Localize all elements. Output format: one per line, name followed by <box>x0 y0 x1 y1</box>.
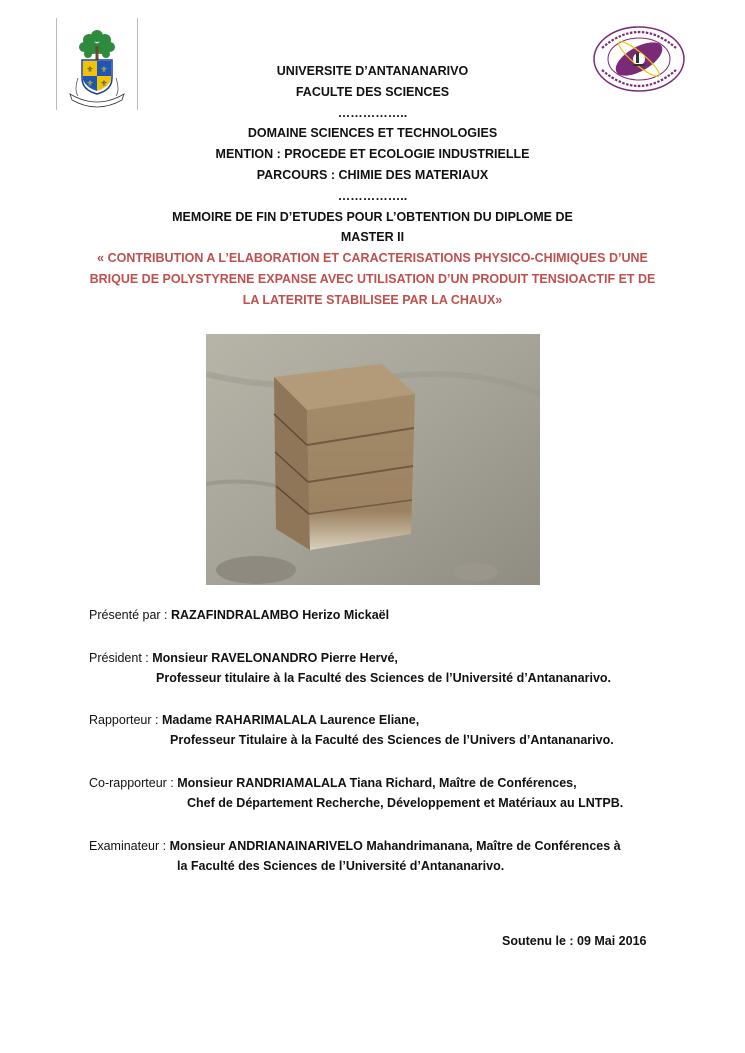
university-name: UNIVERSITE D’ANTANANARIVO <box>276 64 469 78</box>
presented-label: Présenté par : <box>89 608 171 622</box>
document-header <box>0 61 745 311</box>
rapporteur-name: Madame RAHARIMALALA Laurence Eliane, <box>161 713 420 727</box>
mention: MENTION : PROCEDE ET ECOLOGIE INDUSTRIELLE <box>215 147 530 162</box>
brick-photo <box>206 334 540 585</box>
author-name: RAZAFINDRALAMBO Herizo Mickaël <box>171 608 390 622</box>
rapporteur-block <box>89 710 614 750</box>
rapporteur-label: Rapporteur : <box>89 713 162 727</box>
corapporteur-block <box>89 773 623 813</box>
rapporteur-title: Professeur Titulaire à la Faculté des Sciences de l’Univers d’Antananarivo. <box>170 733 614 747</box>
presented-by <box>89 605 389 625</box>
president-block <box>89 648 611 688</box>
svg-text:⚜: ⚜ <box>100 79 108 88</box>
thesis-title-line: BRIQUE DE POLYSTYRENE EXPANSE AVEC UTILISATION D’UN PRODUIT TENSIOACTIF ET DE <box>89 271 656 286</box>
faculty-name: FACULTE DES SCIENCES <box>295 84 450 99</box>
svg-text:⚜: ⚜ <box>100 65 108 74</box>
thesis-title-line: « CONTRIBUTION A L’ELABORATION ET CARACTERISATIONS PHYSICO-CHIMIQUES D’UNE <box>97 251 648 266</box>
examinateur-block <box>89 836 621 876</box>
president-label: Président : <box>89 651 153 665</box>
separator: …………….. <box>337 188 408 203</box>
defense-date: Soutenu le : 09 Mai 2016 <box>502 934 647 948</box>
thesis-title-line: LA LATERITE STABILISEE PAR LA CHAUX» <box>242 292 503 307</box>
degree: MASTER II <box>340 230 405 245</box>
corapporteur-name: Monsieur RANDRIAMALALA Tiana Richard, Maître de Conférences, <box>177 776 577 790</box>
parcours: PARCOURS : CHIMIE DES MATERIAUX <box>256 167 489 182</box>
corapporteur-title: Chef de Département Recherche, Développement et Matériaux au LNTPB. <box>187 796 624 810</box>
president-title: Professeur titulaire à la Faculté des Sciences de l’Université d’Antananarivo. <box>156 671 612 685</box>
examinateur-label: Examinateur : <box>89 839 170 853</box>
svg-text:⚜: ⚜ <box>86 65 94 74</box>
memoire-statement: MEMOIRE DE FIN D’ETUDES POUR L’OBTENTION DU DIPLOME DE <box>172 209 573 224</box>
examinateur-title: la Faculté des Sciences de l’Université d’Antananarivo. <box>177 859 505 873</box>
corapporteur-label: Co-rapporteur : <box>89 776 178 790</box>
svg-text:⚜: ⚜ <box>86 79 94 88</box>
domain: DOMAINE SCIENCES ET TECHNOLOGIES <box>247 126 498 141</box>
separator: …………….. <box>337 105 408 120</box>
examinateur-name: Monsieur ANDRIANAINARIVELO Mahandrimanana, Maître de Conférences à <box>169 839 621 853</box>
president-name: Monsieur RAVELONANDRO Pierre Hervé, <box>152 651 398 665</box>
